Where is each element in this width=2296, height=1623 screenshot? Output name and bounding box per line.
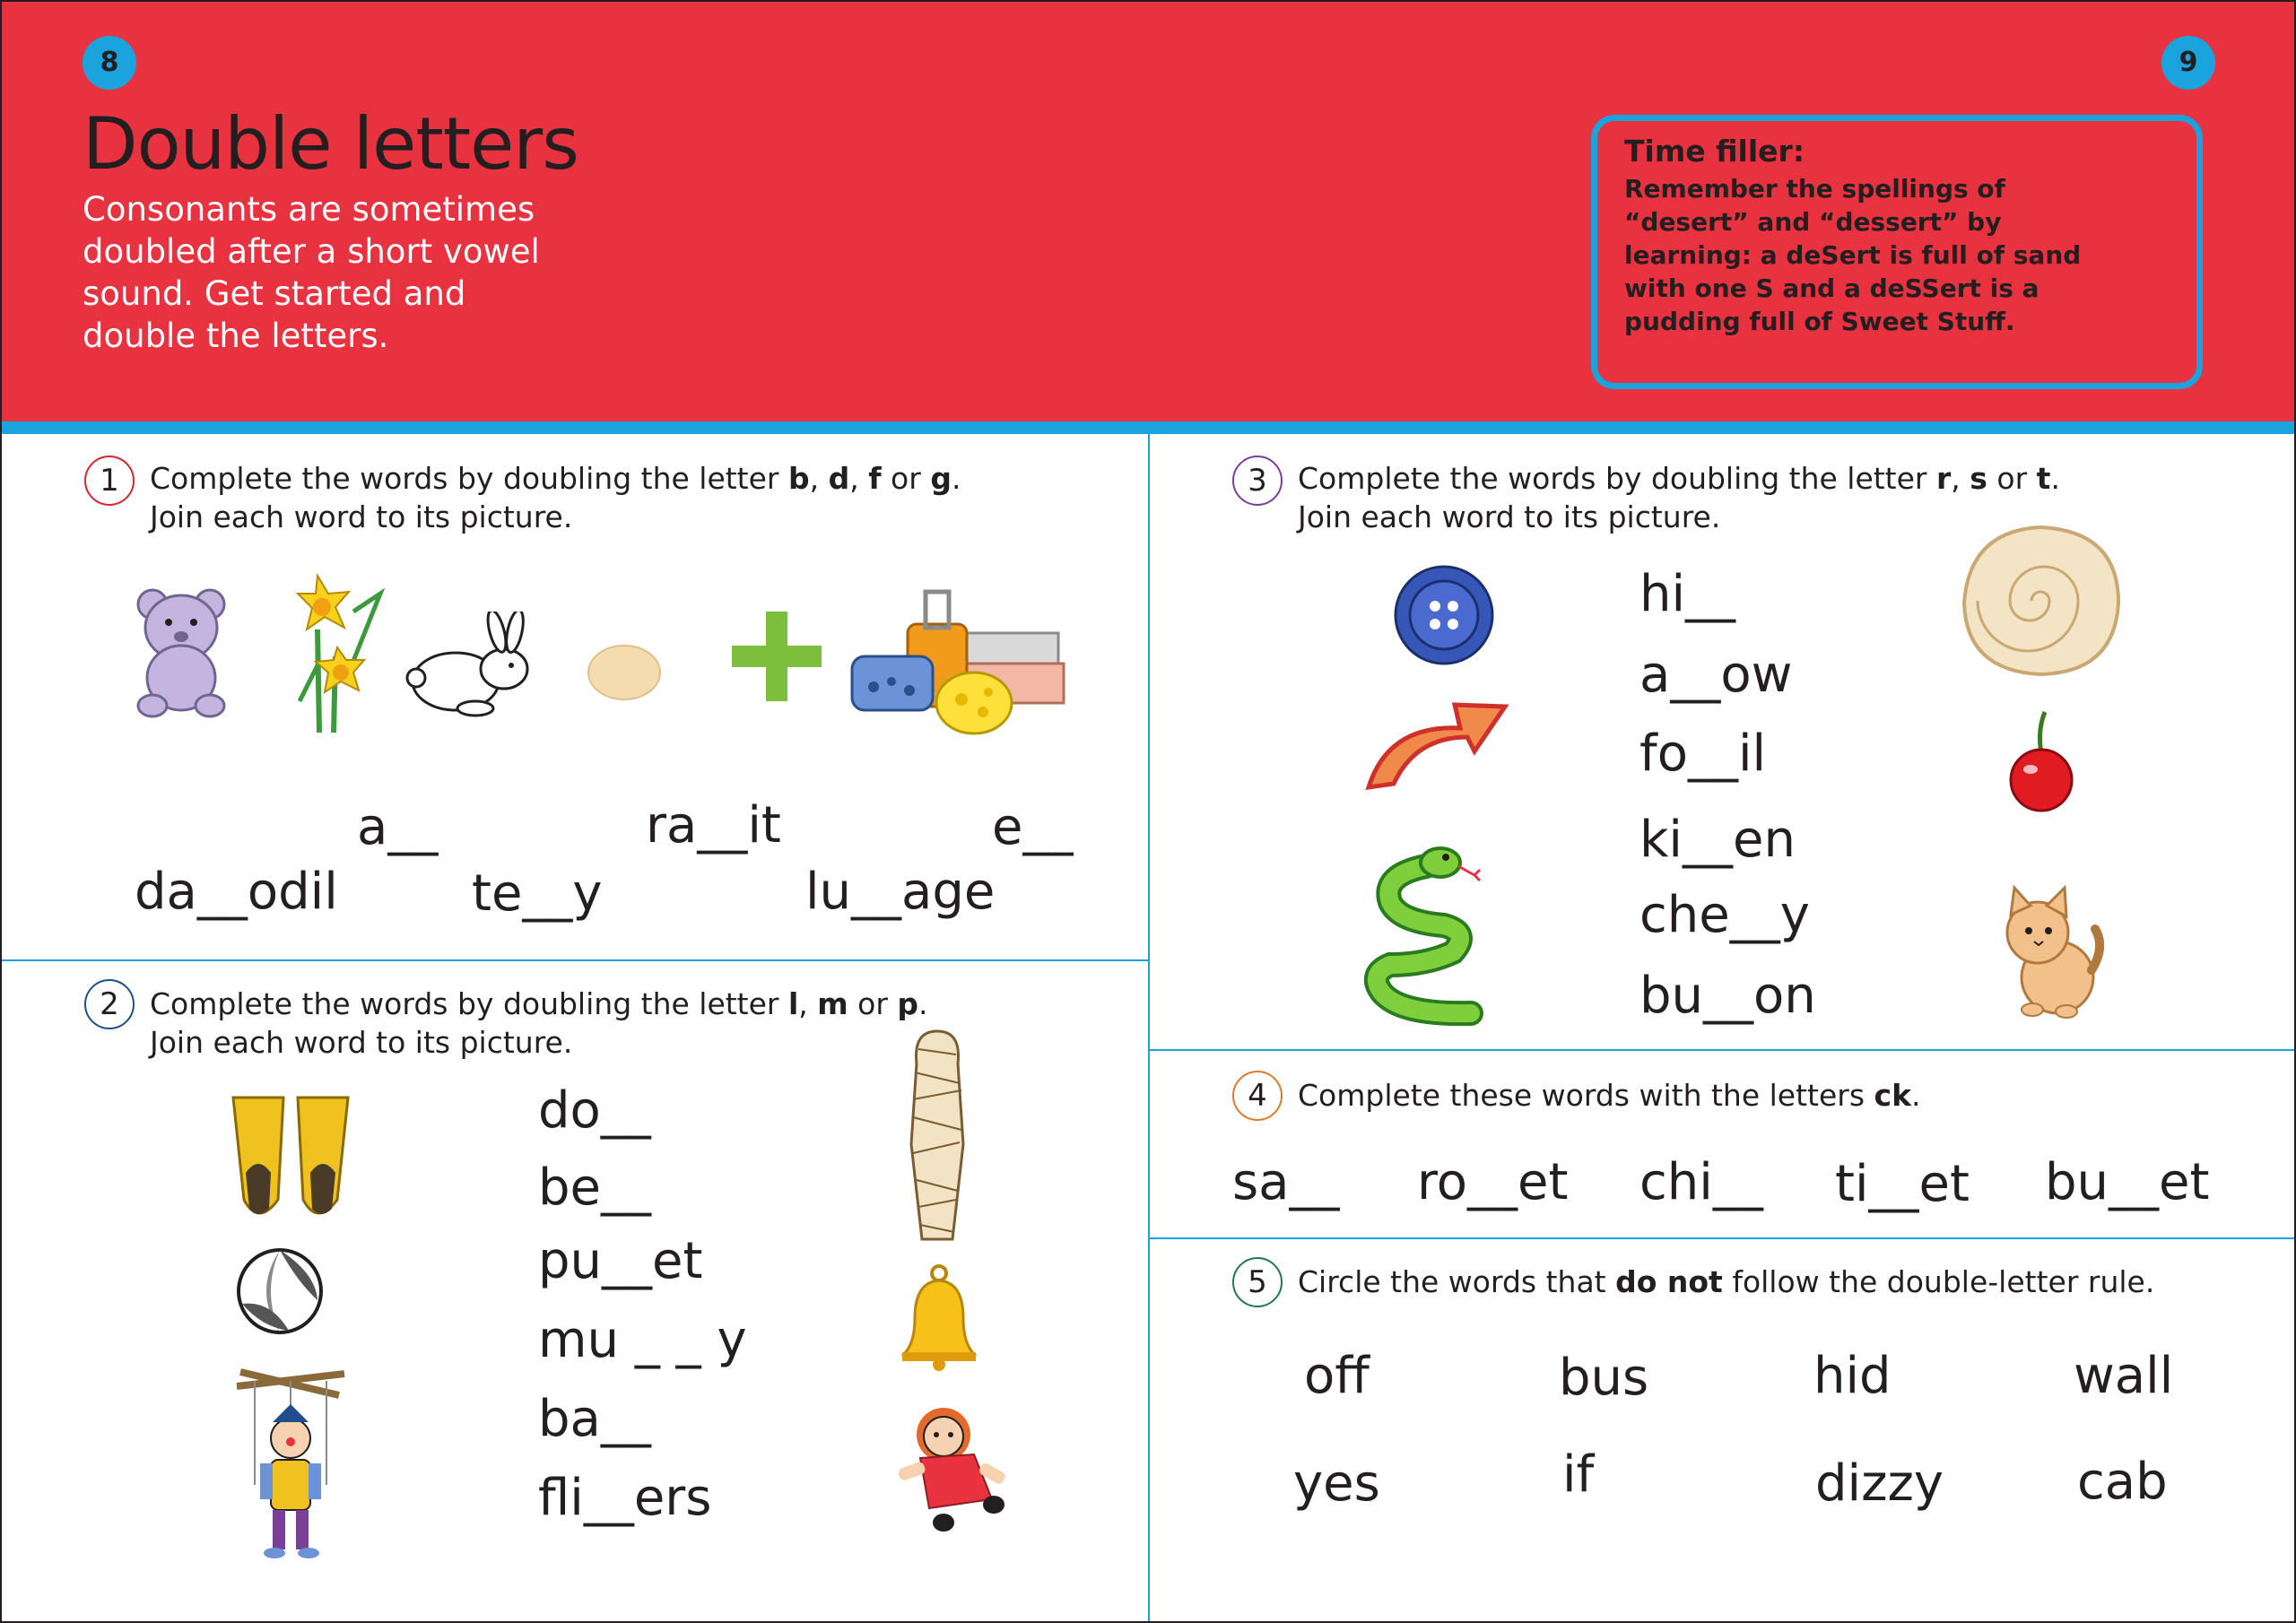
q1-letter: f	[868, 461, 882, 496]
egg-icon	[587, 644, 662, 701]
q2-number: 2	[84, 979, 135, 1029]
q5-word[interactable]: off	[1304, 1347, 1370, 1405]
q5-word[interactable]: dizzy	[1815, 1454, 1944, 1513]
rabbit-icon	[404, 612, 538, 719]
center-divider	[1148, 434, 1150, 1621]
q2-instruction	[150, 985, 928, 1062]
q2-word[interactable]: fli__ers	[538, 1469, 712, 1527]
q1-word[interactable]: lu__age	[805, 863, 996, 921]
doll-icon	[893, 1401, 1019, 1535]
q2-text: Complete the words by doubling the letter	[150, 986, 788, 1021]
time-filler-text: Remember the spellings of “desert” and “dessert” by learning: a deSert is full of sand with one S and a deSSert is a pudding full of Sweet Stuff.	[1624, 174, 2082, 336]
q5-word[interactable]: hid	[1813, 1347, 1892, 1405]
snake-icon	[1363, 839, 1489, 1026]
q4-word[interactable]: sa__	[1232, 1153, 1340, 1211]
intro-text: Consonants are sometimes doubled after a short vowel sound. Get started and double the letters.	[83, 190, 540, 355]
q2-letter: p	[897, 986, 919, 1021]
q2-line2: Join each word to its picture.	[150, 1025, 573, 1060]
flippers-icon	[228, 1092, 353, 1228]
page-number-right: 9	[2161, 36, 2215, 90]
q3-number: 3	[1232, 456, 1283, 506]
q5-word[interactable]: bus	[1559, 1349, 1649, 1407]
q2-word[interactable]: ba__	[538, 1390, 651, 1448]
q5-text: Circle the words that	[1298, 1264, 1616, 1299]
q3-letter: r	[1935, 461, 1952, 496]
q2-word[interactable]: pu__et	[538, 1232, 703, 1290]
arrow-icon	[1361, 698, 1509, 796]
q5-word[interactable]: wall	[2074, 1347, 2174, 1405]
q4-text: Complete these words with the letters	[1298, 1078, 1874, 1113]
q1-or: or	[881, 461, 931, 496]
q2-word[interactable]: be__	[538, 1159, 651, 1217]
q1-letter: b	[787, 461, 810, 496]
luggage-icon	[848, 586, 1067, 739]
q1-word[interactable]: te__y	[472, 864, 603, 923]
q1-word[interactable]: a__	[357, 798, 439, 856]
button-icon	[1394, 565, 1494, 665]
q5-word[interactable]: if	[1562, 1445, 1595, 1504]
puppet-icon	[228, 1368, 353, 1562]
q1-word[interactable]: da__odil	[135, 863, 338, 921]
q5-text-post: follow the double-letter rule.	[1722, 1264, 2155, 1299]
q3-or: or	[1987, 461, 2037, 496]
q5-word[interactable]: yes	[1293, 1454, 1380, 1513]
q1-word[interactable]: ra__it	[646, 796, 781, 855]
q4-instruction	[1298, 1076, 1921, 1115]
q2-sep: ,	[798, 986, 818, 1021]
q3-instruction	[1298, 459, 2060, 536]
q1-number: 1	[84, 456, 135, 506]
q2-or: or	[848, 986, 898, 1021]
q3-end: .	[2050, 461, 2060, 496]
header-rule	[2, 421, 2294, 434]
cherry-icon	[2000, 707, 2084, 814]
q1-text: Complete the words by doubling the letter	[150, 461, 788, 496]
beach-ball-icon	[235, 1246, 325, 1336]
q4-word[interactable]: chi__	[1639, 1153, 1763, 1211]
q4-word[interactable]: bu__et	[2045, 1153, 2210, 1211]
q1-bottom-divider	[2, 959, 1148, 961]
q4-word[interactable]: ro__et	[1417, 1153, 1569, 1211]
page-number-left: 8	[83, 36, 136, 90]
q1-sep: ,	[809, 461, 829, 496]
q3-letter: s	[1970, 461, 1987, 496]
fossil-shell-icon	[1957, 522, 2124, 678]
daffodil-icon	[282, 558, 398, 737]
q4-bottom-divider	[1150, 1237, 2294, 1239]
q3-word[interactable]: che__y	[1639, 886, 1810, 944]
q2-letter: l	[787, 986, 799, 1021]
q3-word[interactable]: bu__on	[1639, 967, 1816, 1025]
q5-bold: do not	[1615, 1264, 1723, 1299]
teddy-bear-icon	[127, 585, 235, 719]
q3-bottom-divider	[1150, 1049, 2294, 1051]
q2-word[interactable]: mu _ _ y	[538, 1311, 747, 1369]
q1-end: .	[951, 461, 961, 496]
q1-sep: ,	[849, 461, 869, 496]
q3-sep: ,	[1951, 461, 1970, 496]
q2-letter: m	[817, 986, 848, 1021]
q2-end: .	[918, 986, 928, 1021]
q3-line2: Join each word to its picture.	[1298, 499, 1721, 534]
mummy-icon	[908, 1028, 967, 1243]
kitten-icon	[1995, 884, 2104, 1019]
q2-word[interactable]: do__	[538, 1081, 651, 1140]
q1-word[interactable]: e__	[992, 798, 1074, 856]
q4-letters: ck	[1874, 1078, 1912, 1113]
q5-instruction	[1298, 1263, 2154, 1301]
q3-word[interactable]: a__ow	[1639, 646, 1793, 704]
q4-number: 4	[1232, 1071, 1283, 1121]
q5-word[interactable]: cab	[2077, 1453, 2168, 1511]
q5-number: 5	[1232, 1257, 1283, 1307]
time-filler-box	[1591, 115, 2203, 389]
plus-icon	[732, 612, 822, 701]
bell-icon	[899, 1264, 979, 1372]
page-title: Double letters	[83, 102, 578, 186]
q1-instruction	[150, 459, 961, 536]
q1-letter: d	[828, 461, 850, 496]
q3-word[interactable]: hi__	[1639, 565, 1736, 623]
q3-letter: t	[2036, 461, 2051, 496]
q4-end: .	[1911, 1078, 1921, 1113]
q4-word[interactable]: ti__et	[1835, 1155, 1970, 1213]
q3-word[interactable]: ki__en	[1639, 811, 1796, 869]
q1-line2: Join each word to its picture.	[150, 499, 573, 534]
q3-word[interactable]: fo__il	[1639, 725, 1767, 783]
q3-text: Complete the words by doubling the letter	[1298, 461, 1936, 496]
time-filler-heading: Time filler:	[1624, 134, 1805, 169]
q1-letter: g	[930, 461, 952, 496]
